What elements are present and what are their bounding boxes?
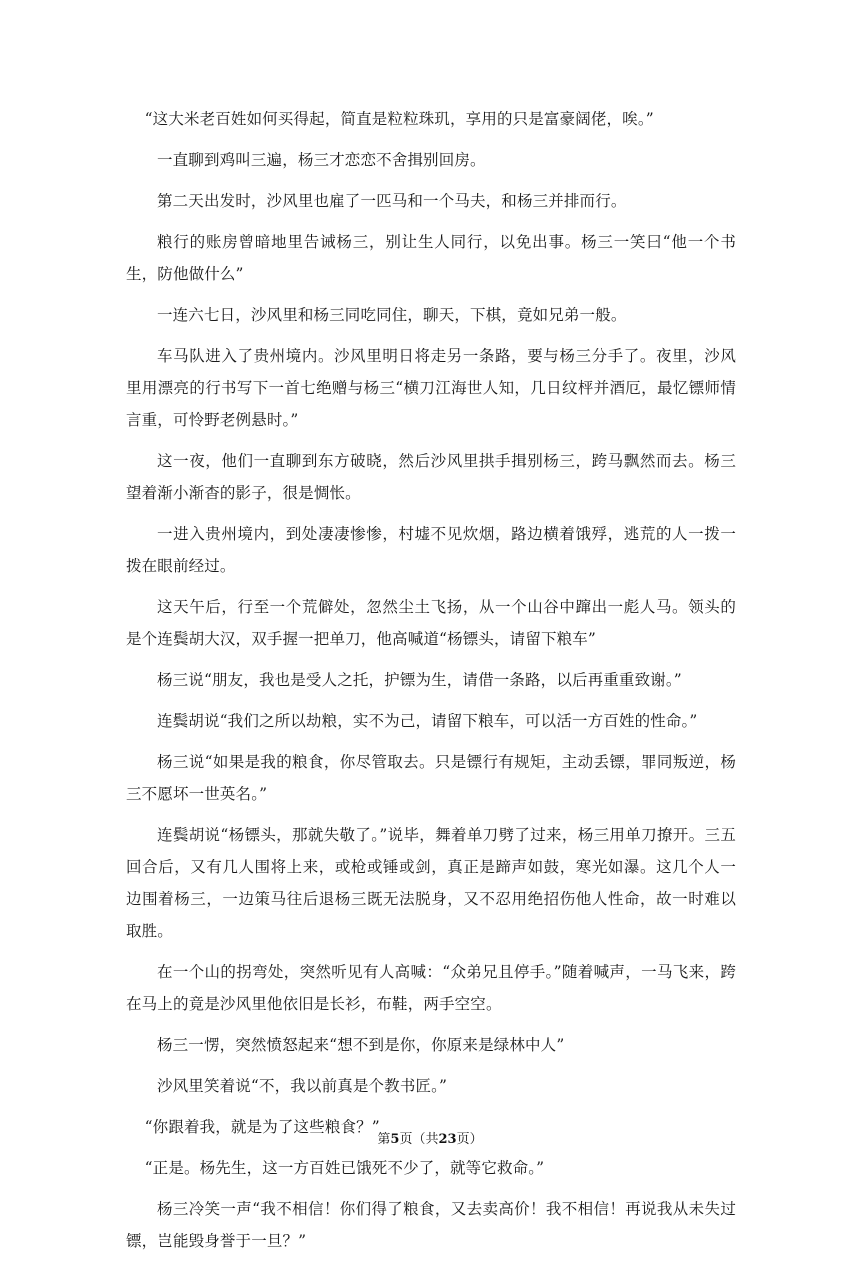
footer-middle: 页（共 xyxy=(399,1132,439,1147)
paragraph: 第二天出发时，沙风里也雇了一匹马和一个马夫，和杨三并排而行。 xyxy=(157,192,627,210)
paragraph: 车马队进入了贵州境内。沙风里明日将走另一条路，要与杨三分手了。夜里，沙风里用漂亮的行书写下一首七绝赠与杨三“横刀江海世人知，几日纹枰并酒厄，最忆镖师情言重，可怜野老例悬时。” xyxy=(126,347,736,429)
paragraph: 杨三说“朋友，我也是受人之托，护镖为生，请借一条路，以后再重重致谢。” xyxy=(157,671,682,689)
paragraph: 粮行的账房曾暗地里告诫杨三，别让生人同行，以免出事。杨三一笑曰“他一个书生，防他做什么” xyxy=(126,233,736,283)
paragraph: “正是。杨先生，这一方百姓已饿死不少了，就等它救命。” xyxy=(144,1159,545,1177)
footer-prefix: 第 xyxy=(377,1132,391,1147)
paragraph: 在一个山的拐弯处，突然听见有人高喊：“众弟兄且停手。”随着喊声，一马飞来，跨在马上的竟是沙风里他依旧是长衫，布鞋，两手空空。 xyxy=(126,963,736,1013)
paragraph: 一直聊到鸡叫三遍，杨三才恋恋不舍揖别回房。 xyxy=(157,151,486,169)
story-body xyxy=(126,103,736,1266)
paragraph: “你跟着我，就是为了这些粮食？” xyxy=(144,1118,380,1136)
paragraph: 这一夜，他们一直聊到东方破晓，然后沙风里拱手揖别杨三，跨马飘然而去。杨三望着渐小渐杳的影子，很是惆怅。 xyxy=(126,452,736,502)
paragraph: 连鬓胡说“我们之所以劫粮，实不为己，请留下粮车，可以活一方百姓的性命。” xyxy=(157,712,698,730)
page-footer xyxy=(0,1128,860,1147)
paragraph: 杨三冷笑一声“我不相信！你们得了粮食，又去卖高价！我不相信！再说我从未失过镖，岂能毁身誉于一旦？” xyxy=(126,1200,736,1250)
page-number: 5 xyxy=(390,1132,400,1147)
paragraph: 连鬓胡说“杨镖头，那就失敬了。”说毕，舞着单刀劈了过来，杨三用单刀撩开。三五回合后，又有几人围将上来，或枪或锤或剑，真正是蹄声如鼓，寒光如瀑。这几个人一边围着杨三，一边策马往后退杨三既无法脱身，又不忍用绝招伤他人性命，故一时难以取胜。 xyxy=(126,826,736,940)
paragraph: “这大米老百姓如何买得起，简直是粒粒珠玑，享用的只是富豪阔佬，唉。” xyxy=(144,110,654,128)
paragraph: 沙风里笑着说“不，我以前真是个教书匠。” xyxy=(157,1077,448,1095)
paragraph: 杨三一愣，突然愤怒起来“想不到是你，你原来是绿林中人” xyxy=(157,1036,565,1054)
footer-suffix: 页） xyxy=(456,1132,483,1147)
paragraph: 一进入贵州境内，到处凄凄惨惨，村墟不见炊烟，路边横着饿殍，逃荒的人一拨一拨在眼前经过。 xyxy=(126,525,736,575)
paragraph: 这天午后，行至一个荒僻处，忽然尘土飞扬，从一个山谷中蹿出一彪人马。领头的是个连鬓胡大汉，双手握一把单刀，他高喊道“杨镖头，请留下粮车” xyxy=(126,598,736,648)
paragraph: 杨三说“如果是我的粮食，你尽管取去。只是镖行有规矩，主动丢镖，罪同叛逆，杨三不愿坏一世英名。” xyxy=(126,753,736,803)
total-pages: 23 xyxy=(438,1132,457,1147)
paragraph: 一连六七日，沙风里和杨三同吃同住，聊天，下棋，竟如兄弟一般。 xyxy=(157,306,627,324)
